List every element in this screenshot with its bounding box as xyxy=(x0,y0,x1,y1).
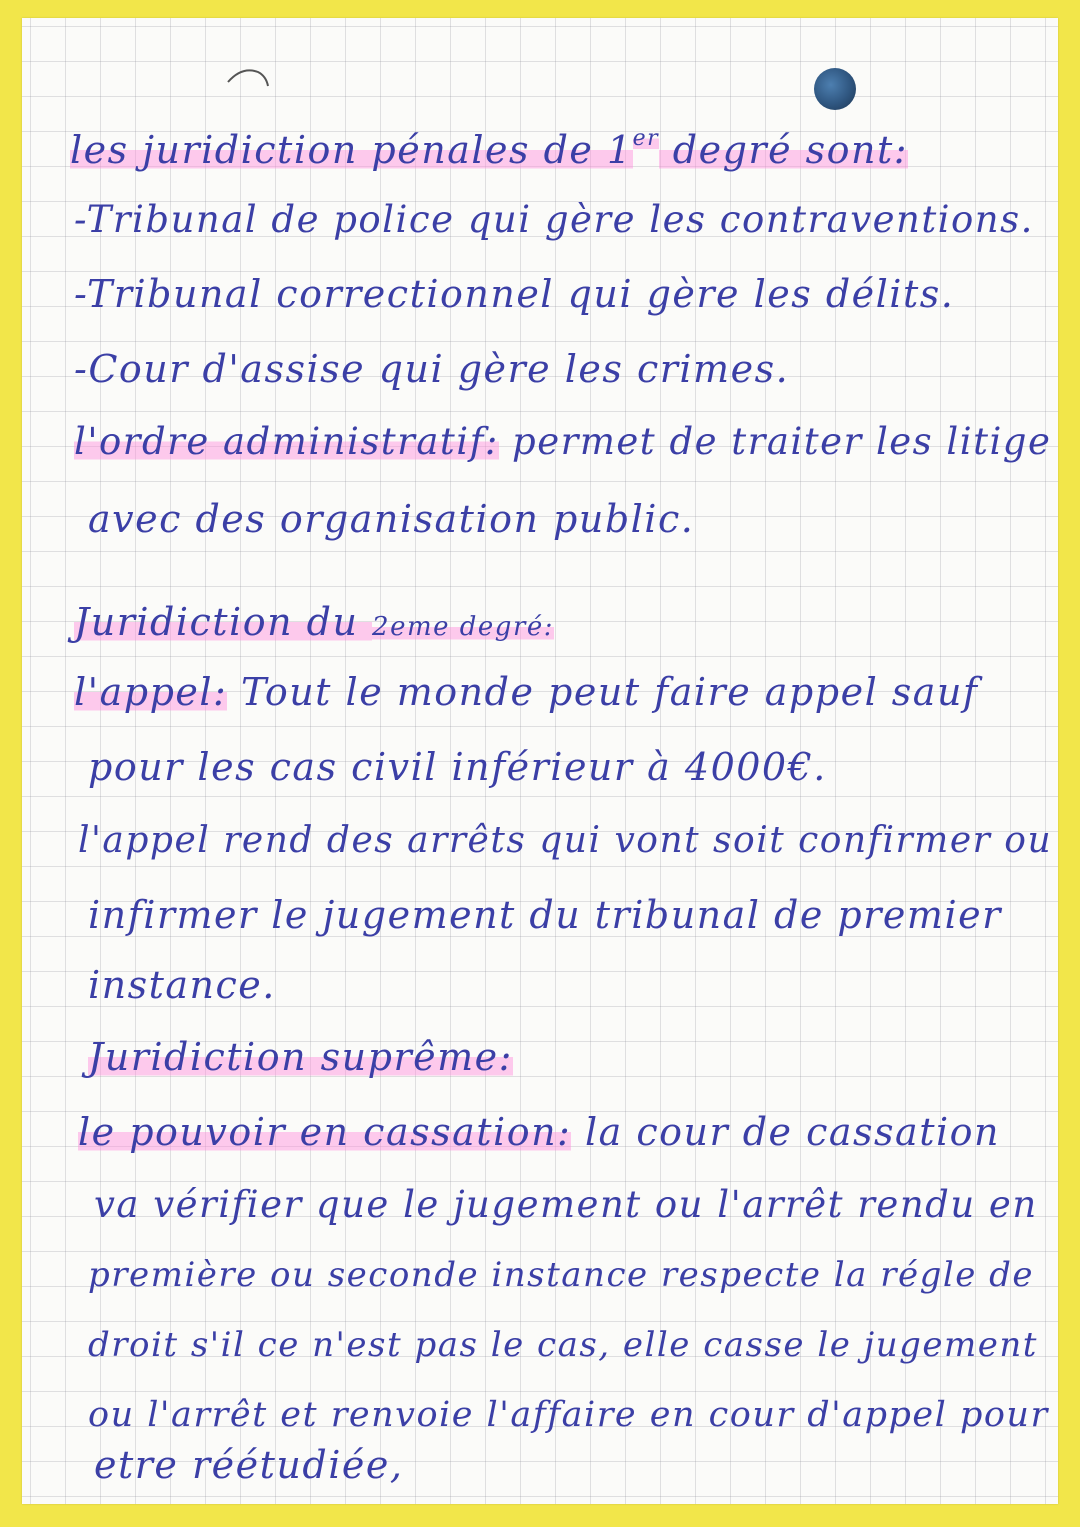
pen-mark-icon xyxy=(222,62,282,92)
note-line-1 xyxy=(70,126,909,172)
note-line-2: -Tribunal de police qui gère les contraventions. xyxy=(74,198,1034,241)
note-line-6: avec des organisation public. xyxy=(88,497,695,541)
second-degree-number: 2eme xyxy=(372,612,451,642)
note-line-16: première ou seconde instance respecte la régle de xyxy=(88,1255,1035,1295)
note-line-9: pour les cas civil inférieur à 4000€. xyxy=(88,745,827,789)
note-line-15: va vérifier que le jugement ou l'arrêt rendu en xyxy=(94,1183,1038,1226)
punch-hole-icon xyxy=(814,68,856,110)
juridiction-supreme-heading: Juridiction suprême: xyxy=(88,1035,513,1079)
note-line-5 xyxy=(74,420,1052,463)
note-line-14 xyxy=(78,1110,1000,1154)
note-line-4: -Cour d'assise qui gère les crimes. xyxy=(74,347,790,391)
appel-highlight: l'appel: xyxy=(74,670,228,714)
note-line-11: infirmer le jugement du tribunal de premier xyxy=(88,893,1002,937)
note-line-10: l'appel rend des arrêts qui vont soit confirmer ou xyxy=(78,820,1053,861)
second-degree-heading: Juridiction du xyxy=(74,600,373,644)
note-line-19: etre réétudiée, xyxy=(94,1443,404,1487)
note-line-7 xyxy=(74,600,555,644)
note-line-8 xyxy=(74,670,979,714)
note-line-13 xyxy=(88,1035,513,1079)
note-line-12: instance. xyxy=(88,963,276,1007)
heading-highlight-rest: degré sont: xyxy=(659,128,909,172)
cassation-text: la cour de cassation xyxy=(571,1110,1000,1154)
heading-highlight: les juridiction pénales de 1 xyxy=(70,128,633,172)
grid-paper-sheet xyxy=(22,18,1058,1504)
note-line-18: ou l'arrêt et renvoie l'affaire en cour d'appel pour xyxy=(88,1395,1049,1435)
note-line-3: -Tribunal correctionnel qui gère les délits. xyxy=(74,272,955,316)
ordre-administratif-text: permet de traiter les litige xyxy=(498,420,1052,463)
superscript-er: er xyxy=(632,126,660,151)
cassation-highlight: le pouvoir en cassation: xyxy=(78,1110,572,1154)
second-degree-word: degré: xyxy=(450,612,555,642)
appel-text: Tout le monde peut faire appel sauf xyxy=(227,670,979,714)
ordre-administratif-highlight: l'ordre administratif: xyxy=(74,420,499,463)
note-line-17: droit s'il ce n'est pas le cas, elle casse le jugement xyxy=(88,1325,1038,1365)
